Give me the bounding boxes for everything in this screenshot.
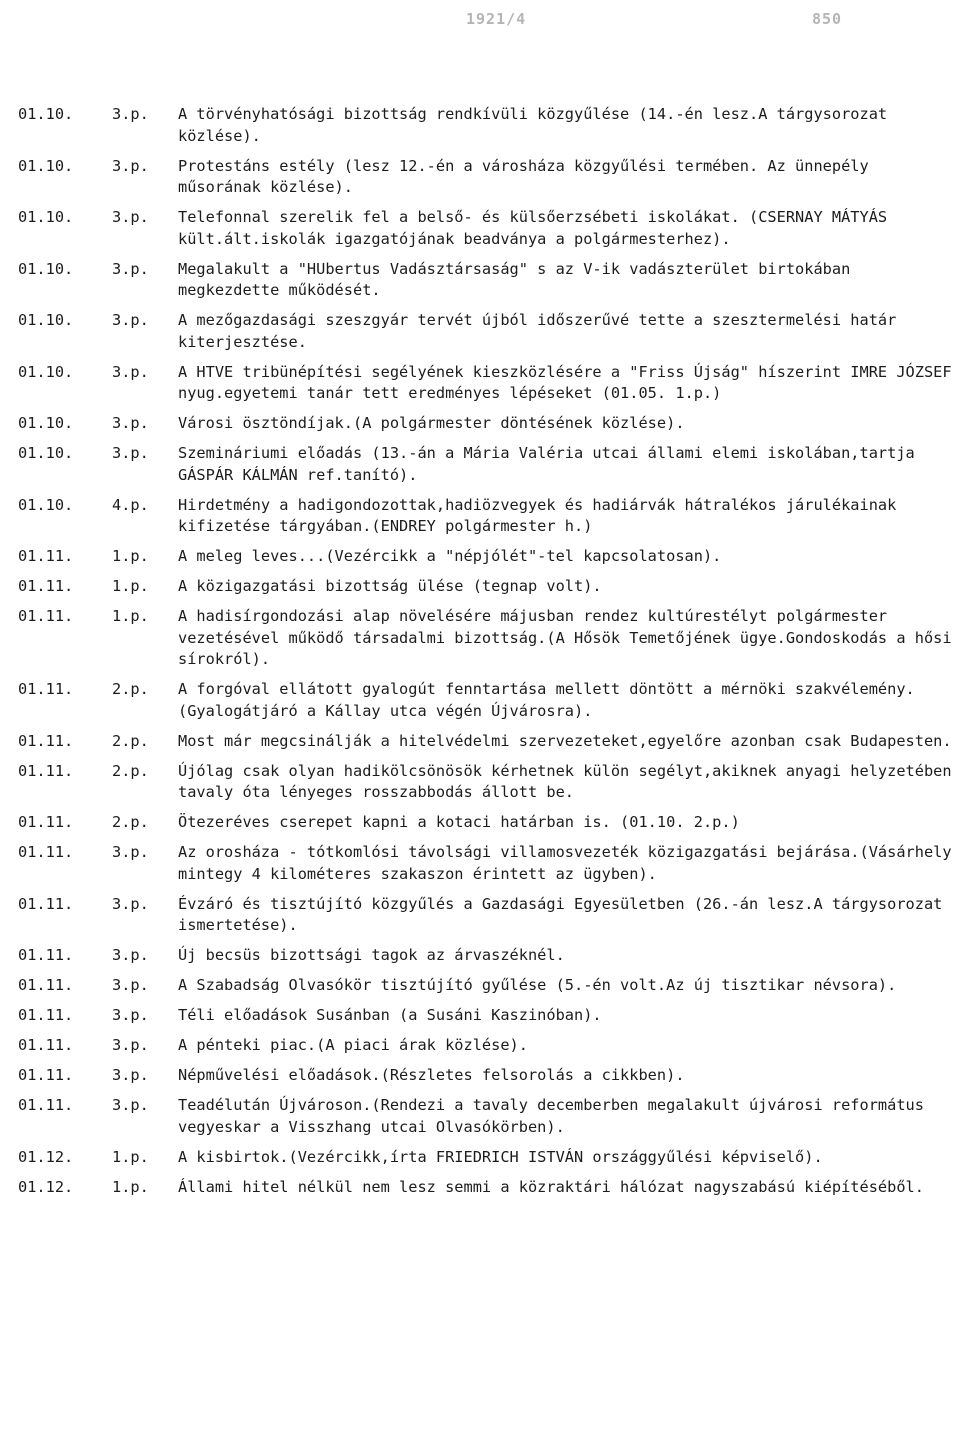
entry-page: 4.p.	[112, 495, 149, 514]
entry-text: Az orosháza - tótkomlósi távolsági villamosvezeték közigazgatási bejárása.(Vásárhely mintegy 4 kilométeres szakaszon érintett az ügyben).	[178, 843, 952, 883]
entry-date: 01.11.	[18, 761, 74, 780]
entry-date: 01.11.	[18, 946, 74, 964]
entry-date: 01.11.	[18, 894, 74, 913]
entry-page: 2.p.	[112, 731, 149, 750]
entry-text: Szemináriumi előadás (13.-án a Mária Valéria utcai állami elemi iskolában,tartja GÁSPÁR KÁLMÁN ref.tanító).	[178, 444, 915, 484]
entry-date: 01.12.	[18, 1147, 74, 1166]
entry-list	[0, 104, 960, 1207]
entry-page: 3.p.	[112, 1096, 149, 1114]
list-item	[0, 413, 960, 435]
entry-date: 01.10.	[18, 311, 74, 329]
entry-date: 01.10.	[18, 414, 74, 432]
list-item	[0, 443, 960, 486]
entry-text: Téli előadások Susánban (a Susáni Kaszinóban).	[178, 1006, 602, 1024]
list-item	[0, 679, 960, 722]
entry-page: 2.p.	[112, 680, 149, 698]
entry-date: 01.11.	[18, 976, 74, 994]
entry-text: Protestáns estély (lesz 12.-én a városháza közgyűlési termében. Az ünnepély műsorának közlése).	[178, 156, 869, 196]
list-item	[0, 259, 960, 302]
entry-text: A törvényhatósági bizottság rendkívüli közgyűlése (14.-én lesz.A tárgysorozat közlése).	[178, 105, 888, 145]
entry-page: 3.p.	[112, 311, 149, 329]
entry-page: 3.p.	[112, 414, 149, 432]
entry-text: Városi ösztöndíjak.(A polgármester döntésének közlése).	[178, 414, 685, 432]
entry-page: 3.p.	[112, 1006, 149, 1024]
entry-text: A közigazgatási bizottság ülése (tegnap volt).	[178, 577, 602, 595]
entry-page: 2.p.	[112, 813, 149, 831]
entry-date: 01.11.	[18, 680, 74, 698]
entry-text: Újólag csak olyan hadikölcsönösök kérhetnek külön segélyt,akiknek anyagi helyzetében tavaly óta lényeges rosszabbodás állott be.	[178, 761, 952, 801]
entry-date: 01.11.	[18, 1066, 74, 1084]
entry-date: 01.10.	[18, 208, 74, 226]
entry-text: A forgóval ellátott gyalogút fenntartása mellett döntött a mérnöki szakvélemény.(Gyalogátjáró a Kállay utca végén Újvárosra).	[178, 680, 915, 720]
entry-page: 3.p.	[112, 105, 149, 123]
list-item	[0, 310, 960, 353]
entry-page: 3.p.	[112, 946, 149, 964]
header-right-mark: 850	[812, 10, 843, 28]
list-item	[0, 1035, 960, 1057]
entry-page: 1.p.	[112, 547, 149, 565]
list-item	[0, 842, 960, 885]
entry-page: 3.p.	[112, 1066, 149, 1084]
entry-date: 01.11.	[18, 607, 74, 625]
entry-page: 3.p.	[112, 976, 149, 994]
list-item	[0, 104, 960, 147]
entry-date: 01.12.	[18, 1177, 74, 1196]
entry-page: 1.p.	[112, 1147, 149, 1166]
list-item	[0, 362, 960, 405]
entry-date: 01.11.	[18, 577, 74, 595]
list-item	[0, 576, 960, 598]
list-item	[0, 495, 960, 538]
entry-date: 01.10.	[18, 362, 74, 381]
entry-page: 1.p.	[112, 577, 149, 595]
list-item	[0, 1065, 960, 1087]
entry-text: Népművelési előadások.(Részletes felsorolás a cikkben).	[178, 1066, 685, 1084]
entry-text: A kisbirtok.(Vezércikk,írta FRIEDRICH ISTVÁN országgyűlési képviselő).	[178, 1147, 823, 1166]
entry-page: 3.p.	[112, 362, 149, 381]
entry-date: 01.11.	[18, 731, 74, 750]
entry-text: Megalakult a "HUbertus Vadásztársaság" s az V-ik vadászterület birtokában megkezdette működését.	[178, 259, 851, 299]
list-item	[0, 761, 960, 804]
entry-text: Új becsüs bizottsági tagok az árvaszéknél.	[178, 946, 565, 964]
entry-date: 01.11.	[18, 1036, 74, 1054]
entry-date: 01.10.	[18, 156, 74, 175]
entry-text: A hadisírgondozási alap növelésére májusban rendez kultúrestélyt polgármester vezetésével működő társadalmi bizottság.(A Hősök Temetőjének ügye.Gondoskodás a hősi sírokról).	[178, 607, 952, 668]
list-item	[0, 1147, 960, 1169]
page-header	[0, 4, 960, 34]
entry-page: 3.p.	[112, 444, 149, 462]
list-item	[0, 606, 960, 671]
entry-text: A pénteki piac.(A piaci árak közlése).	[178, 1036, 528, 1054]
entry-text: A meleg leves...(Vezércikk a "népjólét"-tel kapcsolatosan).	[178, 547, 722, 565]
list-item	[0, 156, 960, 199]
entry-text: Ötezeréves cserepet kapni a kotaci határban is. (01.10. 2.p.)	[178, 813, 740, 831]
entry-date: 01.11.	[18, 1006, 74, 1024]
entry-text: Állami hitel nélkül nem lesz semmi a közraktári hálózat nagyszabású kiépítéséből.	[178, 1177, 924, 1196]
list-item	[0, 731, 960, 753]
entry-date: 01.10.	[18, 259, 74, 278]
entry-text: Most már megcsinálják a hitelvédelmi szervezeteket,egyelőre azonban csak Budapesten.	[178, 731, 952, 750]
entry-text: Teadélután Újvároson.(Rendezi a tavaly decemberben megalakult újvárosi református vegyeskar a Visszhang utcai Olvasókörben).	[178, 1096, 924, 1136]
entry-date: 01.11.	[18, 813, 74, 831]
entry-date: 01.11.	[18, 843, 74, 861]
entry-text: Hirdetmény a hadigondozottak,hadiözvegyek és hadiárvák hátralékos járulékainak kifizetése tárgyában.(ENDREY polgármester h.)	[178, 495, 897, 535]
entry-page: 3.p.	[112, 1036, 149, 1054]
entry-page: 3.p.	[112, 843, 149, 861]
entry-date: 01.10.	[18, 495, 74, 514]
entry-text: Telefonnal szerelik fel a belső- és külsőerzsébeti iskolákat. (CSERNAY MÁTYÁS kült.ált.iskolák igazgatójának beadványa a polgármesterhez).	[178, 208, 888, 248]
entry-date: 01.10.	[18, 105, 74, 123]
header-left-mark: 1921/4	[466, 10, 527, 28]
entry-page: 2.p.	[112, 761, 149, 780]
entry-page: 3.p.	[112, 894, 149, 913]
list-item	[0, 1095, 960, 1138]
entry-page: 1.p.	[112, 1177, 149, 1196]
entry-text: A mezőgazdasági szeszgyár tervét újból időszerűvé tette a szesztermelési határ kiterjesztése.	[178, 311, 897, 351]
list-item	[0, 1005, 960, 1027]
entry-date: 01.11.	[18, 1096, 74, 1114]
entry-page: 1.p.	[112, 607, 149, 625]
list-item	[0, 546, 960, 568]
entry-text: Évzáró és tisztújító közgyűlés a Gazdasági Egyesületben (26.-án lesz.A tárgysorozat ismertetése).	[178, 894, 943, 934]
entry-page: 3.p.	[112, 208, 149, 226]
list-item	[0, 207, 960, 250]
entry-date: 01.11.	[18, 547, 74, 565]
list-item	[0, 894, 960, 937]
list-item	[0, 975, 960, 997]
list-item	[0, 812, 960, 834]
entry-text: A Szabadság Olvasókör tisztújító gyűlése (5.-én volt.Az új tisztikar névsora).	[178, 976, 897, 994]
list-item	[0, 945, 960, 967]
entry-text: A HTVE tribünépítési segélyének kieszközlésére a "Friss Újság" híszerint IMRE JÓZSEF nyug.egyetemi tanár tett eredményes lépéseket (01.05. 1.p.)	[178, 362, 952, 402]
entry-page: 3.p.	[112, 259, 149, 278]
entry-page: 3.p.	[112, 156, 149, 175]
entry-date: 01.10.	[18, 444, 74, 462]
list-item	[0, 1177, 960, 1199]
